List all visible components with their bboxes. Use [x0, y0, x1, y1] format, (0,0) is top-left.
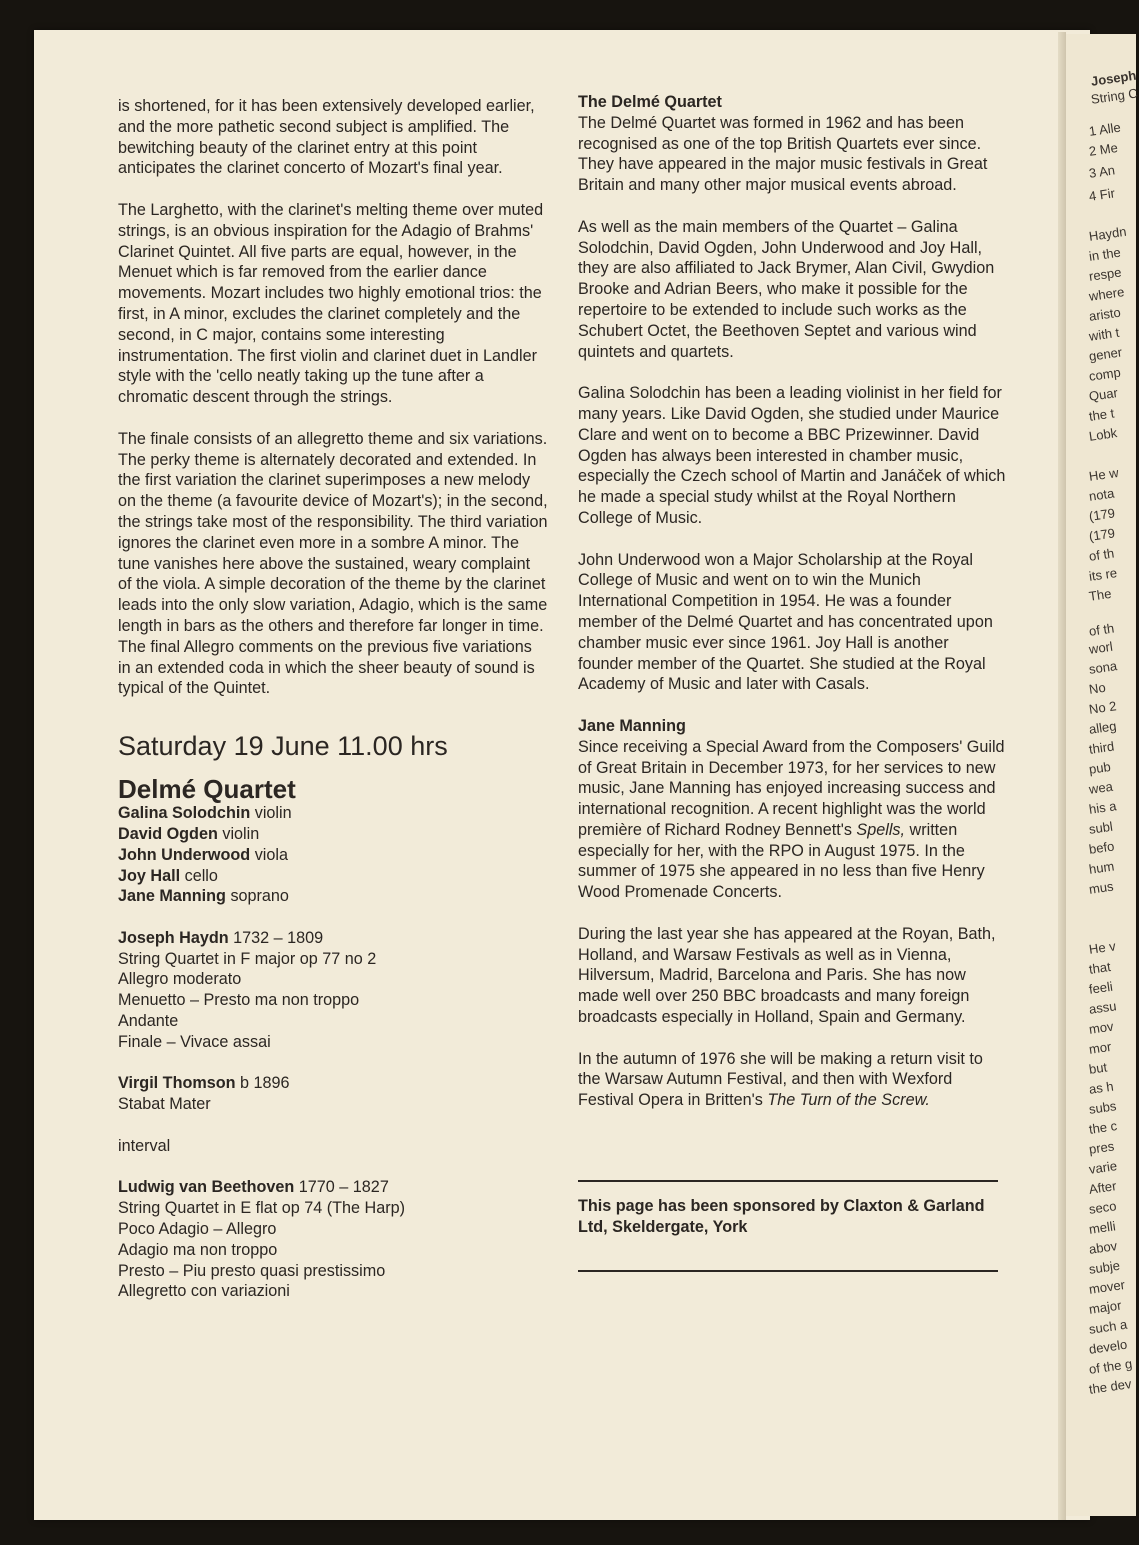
next-page-fragment: the t [1088, 405, 1116, 424]
delme-paragraph-1: The Delmé Quartet was formed in 1962 and has been recognised as one of the top British Quartets ever since. They have appeared in the major music festivals in Great Britain and many other major musical events abroad. [578, 113, 988, 195]
next-page-fragment: in the [1088, 244, 1122, 264]
next-page-fragment: with t [1088, 324, 1121, 344]
delme-paragraph-2: As well as the main members of the Quartet – Galina Solodchin, David Ogden, John Underwood and Joy Hall, they are also affiliated to Jack Brymer, Alan Civil, Gwydion Brooke and Adrian Beers, who make it possible for the repertoire to be extended to include such works as the Schubert Octet, the Beethoven Septet and various wind quintets and quartets. [578, 217, 995, 361]
next-page-fragment: No [1088, 679, 1107, 697]
performer-entry: Galina Solodchin violin [118, 804, 292, 823]
manning-paragraph-2: During the last year she has appeared at the Royan, Bath, Holland, and Warsaw Festivals as well as in Vienna, Hilversum, Madrid, Barcelona and Paris. She has now made well over 250 BBC broadcasts and many foreign broadcasts especially in Holland, Spain and Germany. [578, 924, 996, 1027]
next-page-fragment: of the g [1088, 1355, 1134, 1377]
section-heading: The Delmé Quartet [578, 93, 722, 111]
work-line: String Quartet in F major op 77 no 2 [118, 949, 377, 968]
next-page-fragment: aristo [1088, 304, 1122, 324]
next-page-fragment: assu [1088, 998, 1118, 1017]
haydn-programme [118, 928, 548, 1053]
movement-line: Finale – Vivace assai [118, 1032, 271, 1051]
book-gutter [1058, 32, 1066, 1520]
delme-section [578, 92, 1006, 196]
next-page-fragment: 1 Alle [1088, 119, 1122, 139]
next-page-fragment: as h [1088, 1078, 1115, 1097]
composer-dates: 1732 – 1809 [233, 928, 324, 947]
next-page-fragment: but [1088, 1059, 1108, 1077]
next-page-fragment: pub [1088, 758, 1112, 777]
next-page-fragment: mor [1088, 1038, 1113, 1057]
section-heading: Jane Manning [578, 716, 686, 735]
next-page-fragment: such a [1088, 1316, 1129, 1337]
next-page-fragment: The [1088, 585, 1113, 604]
next-page-fragment: develo [1088, 1336, 1129, 1357]
next-page-fragment: No 2 [1088, 698, 1118, 717]
next-page-fragment: of th [1088, 620, 1116, 639]
performer-entry: Joy Hall cello [118, 866, 218, 885]
next-page-fragment: that [1088, 958, 1112, 977]
next-page-fragment: Lobk [1088, 425, 1119, 444]
beethoven-programme [118, 1177, 548, 1302]
movement-line: Andante [118, 1012, 179, 1031]
work-title: The Turn of the Screw. [767, 1091, 930, 1110]
sponsor-rule-bottom [578, 1270, 998, 1272]
next-page-fragment: Quar [1088, 384, 1119, 404]
work-line: String Quartet in E flat op 74 (The Harp) [118, 1199, 406, 1218]
next-page-fragment: seco [1088, 1198, 1118, 1217]
work-title: Spells, [856, 820, 906, 839]
movement-line: Poco Adagio – Allegro [118, 1220, 277, 1239]
next-page-fragment: his a [1088, 798, 1118, 817]
next-page-fragment: wea [1088, 778, 1114, 797]
performer-entry: David Ogden violin [118, 824, 260, 843]
delme-paragraph-4: John Underwood won a Major Scholarship at the Royal College of Music and went on to win the Munich International Competition in 1954. He was a founder member of the Delmé Quartet and has concentrated upon chamber music ever since 1961. Joy Hall is another founder member of the Quartet. She studied at the Royal Academy of Music and later with Casals. [578, 550, 993, 694]
next-page-fragment: its re [1088, 565, 1118, 584]
composer-dates: b 1896 [240, 1074, 290, 1093]
next-page-fragment: alleg [1088, 718, 1118, 737]
next-page-fragment: worl [1088, 638, 1114, 657]
next-page-fragment: major [1088, 1297, 1123, 1317]
next-page-fragment: comp [1088, 364, 1122, 384]
event-title: Delmé Quartet [118, 774, 296, 805]
next-page-fragment: where [1088, 284, 1126, 304]
next-page-fragment: melli [1088, 1218, 1117, 1237]
next-page-fragment: sona [1088, 658, 1119, 677]
composer-name: Ludwig van Beethoven [118, 1178, 295, 1197]
next-page-fragment: Joseph [1090, 67, 1138, 89]
next-page-fragment: respe [1088, 264, 1123, 284]
movement-line: Allegro moderato [118, 970, 242, 989]
manning-paragraph-3: In the autumn of 1976 she will be making a return visit to the Warsaw Autumn Festival, and then with Wexford Festival Opera in Britten's The Turn of the Screw. [578, 1049, 983, 1110]
next-page-fragment: hum [1088, 858, 1116, 877]
next-page-fragment: mover [1088, 1276, 1126, 1297]
next-page-fragment: mus [1088, 878, 1115, 897]
manning-section: Jane Manning Since receiving a Special Award from the Composers' Guild of Great Britain in December 1973, for her services to new music, Jane Manning has enjoyed increasing success and international recognition. A recent highlight was the world première of Richard Rodney Bennett's Spells, written especially for her, with the RPO in August 1975. In the summer of 1975 she appeared in no less than five Henry Wood Promenade Concerts. [578, 716, 1005, 902]
next-page-fragment: third [1088, 738, 1116, 757]
event-date: Saturday 19 June 11.00 hrs [118, 731, 448, 762]
next-page-fragment: String C [1090, 85, 1139, 107]
performer-entry: Jane Manning soprano [118, 887, 289, 906]
next-page-fragment: varie [1088, 1158, 1119, 1177]
next-page-fragment: gener [1088, 344, 1124, 364]
left-column [118, 96, 548, 1323]
next-page-fragment: 2 Me [1088, 139, 1119, 159]
next-page-fragment: After [1088, 1178, 1118, 1197]
movement-line: Menuetto – Presto ma non troppo [118, 991, 360, 1010]
next-page-fragment: 4 Fir [1088, 185, 1116, 204]
interval-label: interval [118, 1136, 171, 1155]
next-page-fragment: nota [1088, 485, 1116, 504]
composer-name: Virgil Thomson [118, 1074, 236, 1093]
next-page-fragment: He w [1088, 464, 1120, 484]
next-page-fragment: abov [1088, 1238, 1119, 1257]
next-page-fragment: subl [1088, 818, 1114, 837]
next-page-fragment: the c [1088, 1118, 1119, 1137]
next-page-fragment: (179 [1088, 525, 1116, 544]
movement-line: Presto – Piu presto quasi prestissimo [118, 1261, 386, 1280]
next-page-fragment: subs [1088, 1098, 1118, 1117]
mozart-note-paragraph-1: is shortened, for it has been extensively developed earlier, and the more pathetic second subject is amplified. The bewitching beauty of the clarinet entry at this point anticipates the clarinet concerto of Mozart's final year. [118, 97, 535, 178]
composer-dates: 1770 – 1827 [298, 1178, 389, 1197]
performer-entry: John Underwood viola [118, 845, 288, 864]
thomson-programme [118, 1073, 548, 1115]
movement-line: Adagio ma non troppo [118, 1240, 278, 1259]
next-page-fragment: subje [1088, 1257, 1121, 1277]
delme-paragraph-3: Galina Solodchin has been a leading violinist in her field for many years. Like David Ogden, she studied under Maurice Clare and went on to become a BBC Prizewinner. David Ogden has always been interested in chamber music, especially the Czech school of Martin and Janáček of which he made a special study whilst at the Royal Northern College of Music. [578, 384, 1006, 527]
next-page-fragment: befo [1088, 838, 1116, 857]
sponsor-note: This page has been sponsored by Claxton & Garland Ltd, Skeldergate, York [578, 1196, 985, 1236]
right-column [578, 92, 1006, 1272]
next-page-fragment: He v [1088, 938, 1117, 957]
mozart-note-paragraph-3: The finale consists of an allegretto theme and six variations. The perky theme is alternately decorated and extended. In the first variation the clarinet superimposes a new melody on the theme (a favourite device of Mozart's); in the second, the strings take most of the responsibility. The third variation ignores the clarinet even more in a sombre A minor. The tune vanishes here above the sustained, weary complaint of the viola. A simple decoration of the theme by the clarinet leads into the only slow variation, Adagio, which is the same length in bars as the others and therefore far longer in time. The final Allegro comments on the previous five variations in an extended coda in which the sheer beauty of sound is typical of the Quintet. [118, 429, 548, 698]
next-page-fragment: the dev [1088, 1376, 1133, 1397]
composer-name: Joseph Haydn [118, 928, 229, 947]
work-line: Stabat Mater [118, 1095, 211, 1114]
mozart-note-paragraph-2: The Larghetto, with the clarinet's melting theme over muted strings, is an obvious inspiration for the Adagio of Brahms' Clarinet Quintet. All five parts are equal, however, in the Menuet which is far removed from the earlier dance movements. Mozart includes two highly emotional trios: the first, in A minor, excludes the clarinet completely and the second, in C major, contains some interesting instrumentation. The first violin and clarinet duet in Landler style with the 'cello neatly taking up the tune after a chromatic descent through the strings. [118, 200, 544, 407]
next-page-fragment: Haydn [1088, 223, 1128, 244]
next-page-fragment: pres [1088, 1138, 1116, 1157]
next-page-edge [1066, 34, 1139, 1516]
performer-list [118, 803, 548, 907]
next-page-fragment: 3 An [1088, 162, 1116, 181]
next-page-fragment: (179 [1088, 505, 1116, 524]
movement-line: Allegretto con variazioni [118, 1282, 290, 1301]
next-page-fragment: mov [1088, 1018, 1115, 1037]
next-page-fragment: feeli [1088, 978, 1114, 997]
next-page-fragment: of th [1088, 545, 1116, 564]
